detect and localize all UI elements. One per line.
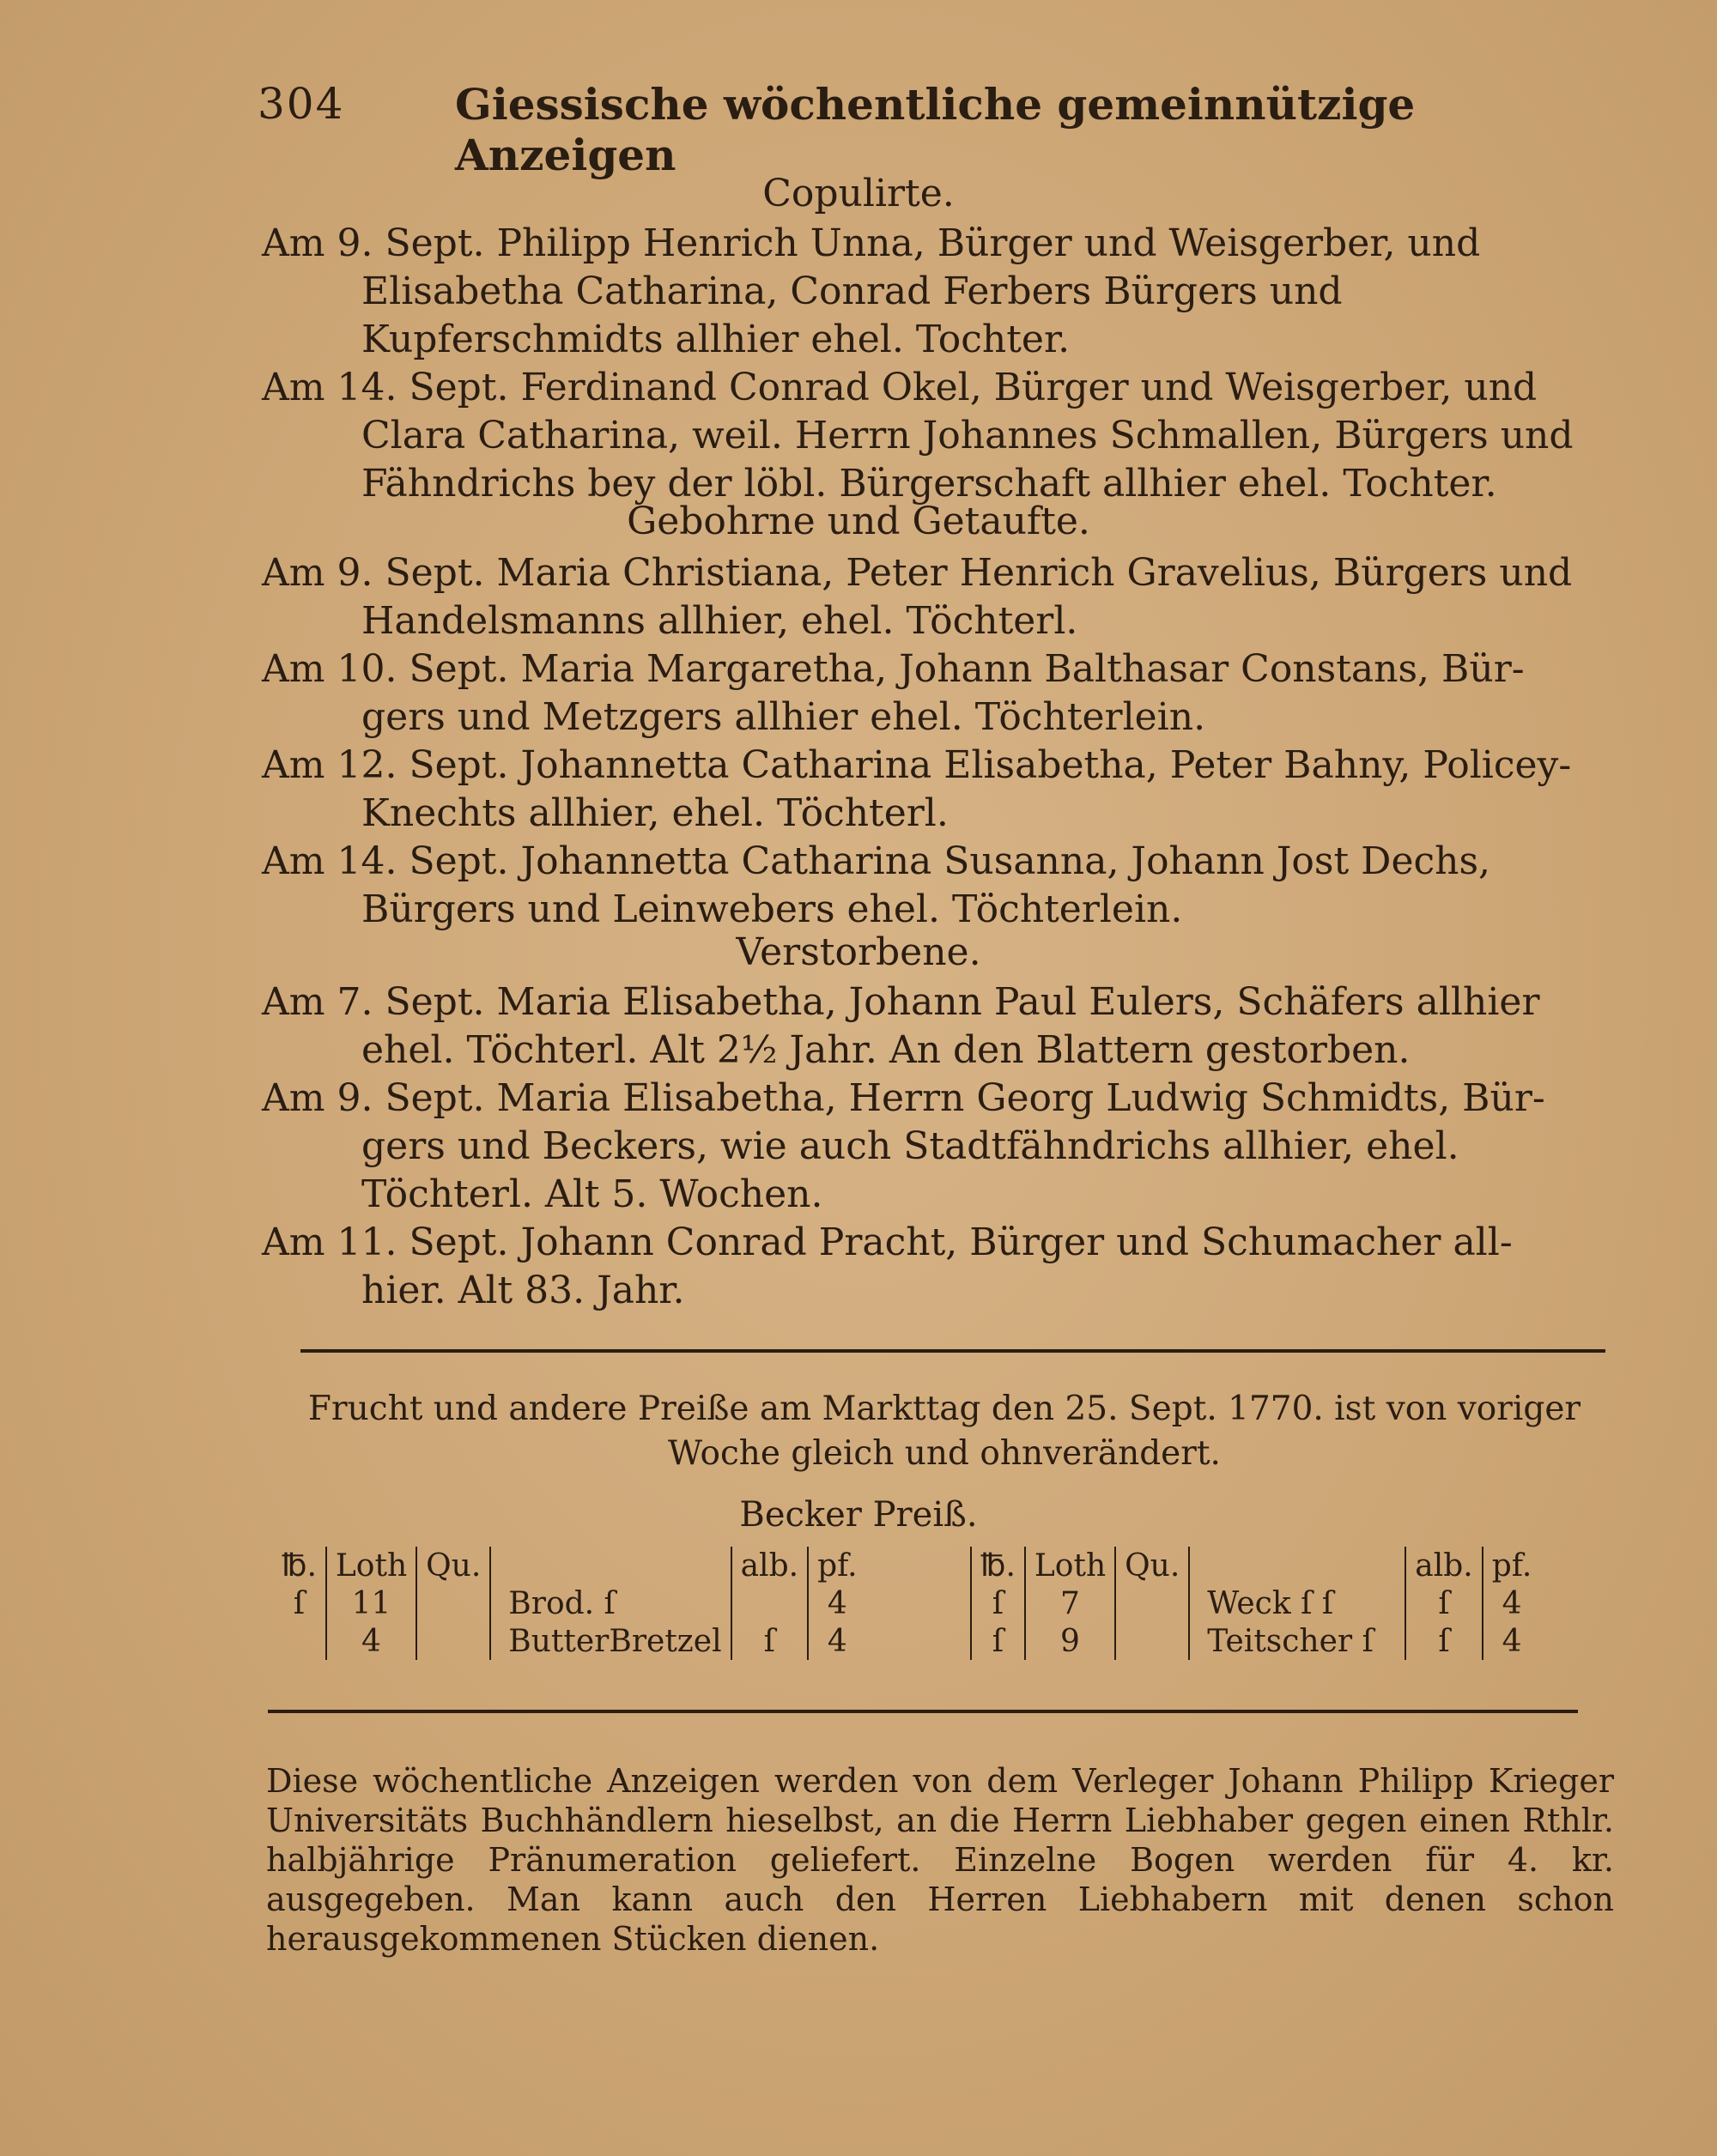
table-cell bbox=[416, 1622, 490, 1660]
table-cell: 4 bbox=[1483, 1584, 1541, 1622]
table-cell: 11 bbox=[326, 1584, 416, 1622]
table-cell bbox=[1115, 1622, 1189, 1660]
header-cell: alb. bbox=[1405, 1547, 1482, 1584]
price-table-right bbox=[970, 1547, 1540, 1660]
entry-continuation: Knechts allhier, ehel. Töchterl. bbox=[361, 791, 949, 835]
entry bbox=[262, 1075, 1614, 1219]
table-cell: ſ bbox=[971, 1622, 1025, 1660]
entry-first-line: Am 11. Sept. Johann Conrad Pracht, Bürger und Schumacher all- bbox=[262, 1220, 1513, 1264]
page-number: 304 bbox=[258, 79, 345, 129]
price-table-title: Becker Preiß. bbox=[739, 1495, 978, 1535]
price-notice: Frucht und andere Preiße am Markttag den 25. Sept. 1770. ist von voriger Woche gleich und ohnverändert. bbox=[307, 1390, 1581, 1473]
table-cell bbox=[273, 1622, 326, 1660]
table-cell: 4 bbox=[1483, 1622, 1541, 1660]
header-cell: Qu. bbox=[1115, 1547, 1189, 1584]
entry bbox=[262, 1219, 1614, 1315]
entry bbox=[262, 978, 1614, 1075]
entry-continuation: gers und Beckers, wie auch Stadtfähndrichs allhier, ehel. Töchterl. Alt 5. Wochen. bbox=[361, 1124, 1459, 1216]
header-cell: pf. bbox=[1483, 1547, 1541, 1584]
entry-continuation: ehel. Töchterl. Alt 2½ Jahr. An den Blattern gestorben. bbox=[361, 1028, 1411, 1072]
publisher-footer: Diese wöchentliche Anzeigen werden von dem Verleger Johann Philipp Krieger Universitäts Buchhändlern hieselbst, an die Herrn Liebhaber gegen einen Rthlr. halbjährige Pränumeration geliefert. Einzelne Bogen werden für 4. kr. ausgegeben. Man kann auch den Herren Liebhabern mit denen schon herausgekommenen Stücken dienen. bbox=[266, 1762, 1614, 1958]
header-cell: ℔. bbox=[971, 1547, 1025, 1584]
table-cell bbox=[416, 1584, 490, 1622]
table-cell: 4 bbox=[326, 1622, 416, 1660]
table-cell: ſ bbox=[1405, 1622, 1482, 1660]
table-row bbox=[273, 1584, 866, 1622]
header-cell bbox=[1189, 1547, 1405, 1584]
entry-continuation: Handelsmanns allhier, ehel. Töchterl. bbox=[361, 599, 1078, 643]
table-header-row bbox=[971, 1547, 1540, 1584]
table-cell: Weck ſ ſ bbox=[1189, 1584, 1405, 1622]
table-row bbox=[273, 1622, 866, 1660]
table-row bbox=[971, 1622, 1540, 1660]
table-cell: ſ bbox=[731, 1622, 808, 1660]
entry bbox=[262, 549, 1614, 645]
table-cell bbox=[731, 1584, 808, 1622]
table-cell: ſ bbox=[293, 1585, 306, 1621]
header-cell bbox=[490, 1547, 731, 1584]
table-cell: Teitscher ſ bbox=[1189, 1622, 1405, 1660]
entry bbox=[262, 364, 1614, 508]
entry bbox=[262, 838, 1614, 934]
entry-continuation: Elisabetha Catharina, Conrad Ferbers Bürgers und Kupferschmidts allhier ehel. Tochter. bbox=[361, 270, 1343, 361]
entry-continuation: Bürgers und Leinwebers ehel. Töchterlein. bbox=[361, 887, 1183, 931]
divider-rule bbox=[300, 1349, 1605, 1353]
entry-first-line: Am 7. Sept. Maria Elisabetha, Johann Paul Eulers, Schäfers allhier bbox=[262, 980, 1540, 1024]
page-header bbox=[258, 79, 1631, 180]
table-cell: 4 bbox=[808, 1622, 866, 1660]
header-cell: alb. bbox=[731, 1547, 808, 1584]
table-cell: 4 bbox=[808, 1584, 866, 1622]
entry-continuation: hier. Alt 83. Jahr. bbox=[361, 1269, 685, 1312]
section-heading-gebohrne: Gebohrne und Getaufte. bbox=[627, 500, 1090, 543]
entry bbox=[262, 742, 1614, 838]
header-cell: Loth bbox=[1025, 1547, 1115, 1584]
entry-first-line: Am 14. Sept. Ferdinand Conrad Okel, Bürger und Weisgerber, und bbox=[262, 366, 1538, 409]
table-cell: ſ bbox=[1405, 1584, 1482, 1622]
running-title: Giessische wöchentliche gemeinnützige Anzeigen bbox=[455, 79, 1416, 180]
table-cell: ButterBretzel bbox=[490, 1622, 731, 1660]
divider-rule bbox=[268, 1710, 1578, 1713]
entry-first-line: Am 9. Sept. Maria Christiana, Peter Henrich Gravelius, Bürgers und bbox=[262, 551, 1573, 595]
entry-first-line: Am 9. Sept. Maria Elisabetha, Herrn Georg Ludwig Schmidts, Bür- bbox=[262, 1076, 1545, 1120]
table-row bbox=[971, 1584, 1540, 1622]
table-cell: Brod. ſ bbox=[490, 1584, 731, 1622]
table-cell: ſ bbox=[971, 1584, 1025, 1622]
header-cell: Qu. bbox=[416, 1547, 490, 1584]
entry-first-line: Am 9. Sept. Philipp Henrich Unna, Bürger und Weisgerber, und bbox=[262, 221, 1481, 265]
section-heading-verstorbene: Verstorbene. bbox=[736, 930, 981, 974]
table-cell: 7 bbox=[1025, 1584, 1115, 1622]
entry bbox=[262, 645, 1614, 742]
entry-continuation: gers und Metzgers allhier ehel. Töchterlein. bbox=[361, 695, 1206, 739]
section-heading-copulirte: Copulirte. bbox=[762, 172, 955, 215]
header-cell: pf. bbox=[808, 1547, 866, 1584]
entry-first-line: Am 12. Sept. Johannetta Catharina Elisabetha, Peter Bahny, Policey- bbox=[262, 743, 1572, 787]
entry-first-line: Am 10. Sept. Maria Margaretha, Johann Balthasar Constans, Bür- bbox=[262, 647, 1525, 691]
entry bbox=[262, 220, 1614, 364]
header-cell: ℔. bbox=[282, 1547, 317, 1584]
table-header-row bbox=[273, 1547, 866, 1584]
table-cell: 9 bbox=[1025, 1622, 1115, 1660]
price-table-left bbox=[273, 1547, 866, 1660]
entry-continuation: Clara Catharina, weil. Herrn Johannes Schmallen, Bürgers und Fähndrichs bey der löbl. Bürgerschaft allhier ehel. Tochter. bbox=[361, 414, 1574, 506]
table-cell bbox=[1115, 1584, 1189, 1622]
header-cell: Loth bbox=[326, 1547, 416, 1584]
entry-first-line: Am 14. Sept. Johannetta Catharina Susanna, Johann Jost Dechs, bbox=[262, 839, 1491, 883]
